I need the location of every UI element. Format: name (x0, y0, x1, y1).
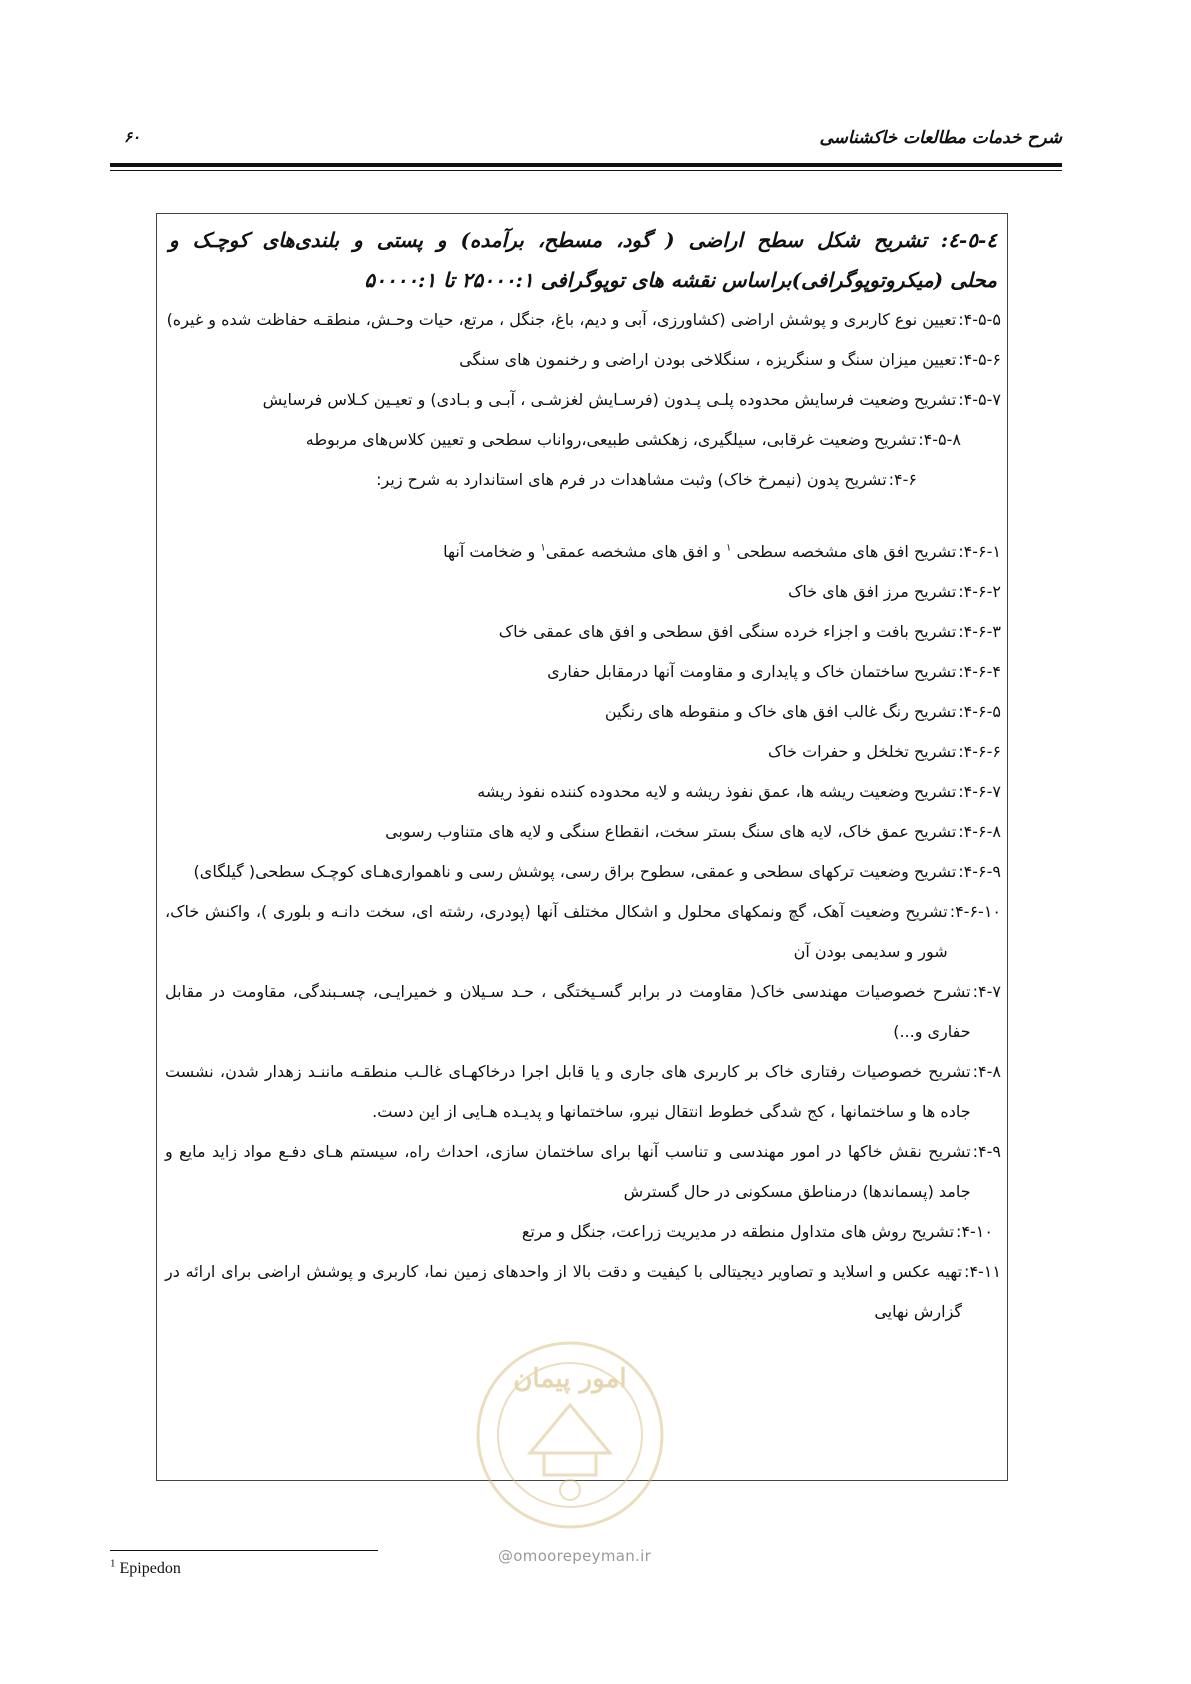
item-number: ۴-۱۱: (964, 1262, 1001, 1281)
item-number: ۴-۶-۶: (958, 742, 1001, 761)
item-text: تشریح تخلخل و حفرات خاک (767, 742, 957, 761)
list-item (165, 300, 1001, 340)
list-item (165, 852, 1001, 892)
item-number: ۴-۹: (972, 1142, 1001, 1161)
item-text-part-c: و ضخامت آنها (443, 542, 536, 561)
item-number: ۴-۷: (972, 982, 1001, 1001)
item-text: تشریح پدون (نیمرخ خاک) وثبت مشاهدات در فرم های استاندارد به شرح زیر: (376, 470, 887, 489)
item-text-part-a: تشریح افق های مشخصه سطحی (736, 542, 957, 561)
list-item (165, 340, 1001, 380)
item-number: ۴-۶-۷: (958, 782, 1001, 801)
item-number: ۴-۶-۴: (958, 662, 1001, 681)
item-text: تشریح خصوصیات رفتاری خاک بر کاربری های جاری و یا قابل اجرا درخاکهـای غالـب منطقـه ماننـد زهدار شدن، نشست جاده ها و ساختمانها ، کج شدگی خطوط انتقال نیرو، ساختمانها و پدیـده هـایی از این دست. (165, 1062, 971, 1121)
list-item (165, 732, 1001, 772)
item-number: ۴-۱۰: (956, 1222, 993, 1241)
items-list (165, 300, 1001, 1332)
list-item (165, 1132, 1001, 1212)
item-text: تهیه عکس و اسلاید و تصاویر دیجیتالی با کیفیت و دقت بالا از واحدهای زمین نما، کاربری و پوشش اراضی برای ارائه در گزارش نهایی (165, 1262, 963, 1321)
item-text: تشریح وضعیت ترکهای سطحی و عمقی، سطوح براق رسی، پوشش رسی و ناهمواری‌هـای کوچـک سطحی( گیلگای) (193, 862, 957, 881)
item-number: ۴-۶: (888, 470, 917, 489)
list-item (165, 612, 1001, 652)
list-item (165, 892, 1001, 972)
item-text: تشریح وضعیت فرسایش محدوده پلـی پـدون (فرسـایش لغزشـی ، آبـی و بـادی) و تعیـین کـلاس فرسایش (262, 390, 957, 409)
running-title: شرح خدمات مطالعات خاکشناسی (819, 128, 1062, 148)
item-text: تشریح نقش خاکها در امور مهندسی و تناسب آنها برای ساختمان سازی، احداث راه، سیستم هـای دفـع مواد زاید مایع و جامد (پسماندها) درمناطق مسکونی در حال گسترش (165, 1142, 971, 1201)
watermark-site: @omoorepeyman.ir (498, 1547, 652, 1565)
item-text: تعیین نوع کاربری و پوشش اراضی (کشاورزی، آبی و دیم، باغ، جنگل ، مرتع، حیات وحـش، منطقـه حفاظت شده و غیره) (166, 310, 957, 329)
item-number: ۴-۶-۹: (958, 862, 1001, 881)
item-number: ۴-۶-۲: (958, 582, 1001, 601)
list-item (165, 1252, 1001, 1332)
footnote-marker: 1 (110, 1557, 116, 1570)
item-number: ۴-۵-۶: (958, 350, 1001, 369)
item-number: ۴-۶-۵: (958, 702, 1001, 721)
list-item (165, 652, 1001, 692)
list-item (165, 1212, 1001, 1252)
section-heading-line-1: ٤-٥-٤: تشریح شکل سطح اراضی ( گود، مسطح، برآمده) و پستی و بلندی‌های کوچـک و (169, 228, 997, 252)
item-text: تشریح ساختمان خاک و پایداری و مقاومت آنها درمقابل حفاری (547, 662, 957, 681)
footnote-rule (110, 1550, 378, 1551)
item-number: ۴-۶-۱۰: (949, 902, 1001, 921)
item-number: ۴-۶-۳: (958, 622, 1001, 641)
item-number: ۴-۶-۸: (958, 822, 1001, 841)
item-text: تشریح مرز افق های خاک (788, 582, 957, 601)
header-rule-thin (110, 170, 1062, 171)
item-text: تشریح وضعیت غرقابی، سیلگیری، زهکشی طبیعی،رواناب سطحی و تعیین کلاس‌های مربوطه (305, 430, 917, 449)
content-box (156, 213, 1008, 1481)
item-number: ۴-۸: (972, 1062, 1001, 1081)
item-text: تشریح رنگ غالب افق های خاک و منقوطه های رنگین (604, 702, 957, 721)
item-text: تعیین میزان سنگ و سنگریزه ، سنگلاخی بودن اراضی و رخنمون های سنگی (459, 350, 957, 369)
list-item (165, 572, 1001, 612)
footnote-text: Epipedon (119, 1560, 181, 1577)
item-text-part-b: و افق های مشخصه عمقی (545, 542, 721, 561)
item-text: تشرح خصوصیات مهندسی خاک( مقاومت در برابر گسـیختگی ، حـد سـیلان و خمیرایـی، چسـبندگی، مقاومت در مقابل حفاری و...) (165, 982, 971, 1041)
spacer (165, 500, 1001, 532)
list-item (165, 772, 1001, 812)
header-rule-thick (110, 163, 1062, 167)
list-item (165, 972, 1001, 1052)
list-item (165, 420, 1001, 460)
item-text: تشریح بافت و اجزاء خرده سنگی افق سطحی و افق های عمقی خاک (498, 622, 957, 641)
section-heading-line-2: محلی (میکروتوپوگرافی)براساس نقشه های توپوگرافی ۲۵۰۰۰:۱ تا ۵۰۰۰۰:۱ (364, 268, 997, 292)
item-number: ۴-۵-۵: (958, 310, 1001, 329)
page-header (110, 128, 1062, 158)
footnote (110, 1557, 181, 1578)
list-item (165, 380, 1001, 420)
page-number: ۶۰ (124, 128, 141, 146)
item-number: ۴-۵-۷: (958, 390, 1001, 409)
list-item (165, 532, 1001, 572)
watermark-logo-text: امور پیمان (513, 1364, 627, 1394)
item-text: تشریح وضعیت آهک، گچ ونمکهای محلول و اشکال مختلف آنها (پودری، رشته ای، سخت دانـه و بلوری )، واکنش خاک، شور و سدیمی بودن آن (165, 902, 948, 961)
item-number: ۴-۶-۱: (958, 542, 1001, 561)
footnote-ref: ۱ (540, 542, 546, 554)
item-number: ۴-۵-۸: (918, 430, 961, 449)
item-text: تشریح وضعیت ریشه ها، عمق نفوذ ریشه و لایه محدوده کننده نفوذ ریشه (477, 782, 957, 801)
footnote-ref: ۱ (726, 542, 732, 554)
list-item (165, 1052, 1001, 1132)
list-item (165, 692, 1001, 732)
list-item (165, 460, 1001, 500)
item-text: تشریح عمق خاک، لایه های سنگ بستر سخت، انقطاع سنگی و لایه های متناوب رسوبی (385, 822, 957, 841)
item-text (165, 532, 956, 572)
watermark-seal-icon (460, 1335, 680, 1535)
item-text: تشریح روش های متداول منطقه در مدیریت زراعت، جنگل و مرتع (521, 1222, 955, 1241)
list-item (165, 812, 1001, 852)
